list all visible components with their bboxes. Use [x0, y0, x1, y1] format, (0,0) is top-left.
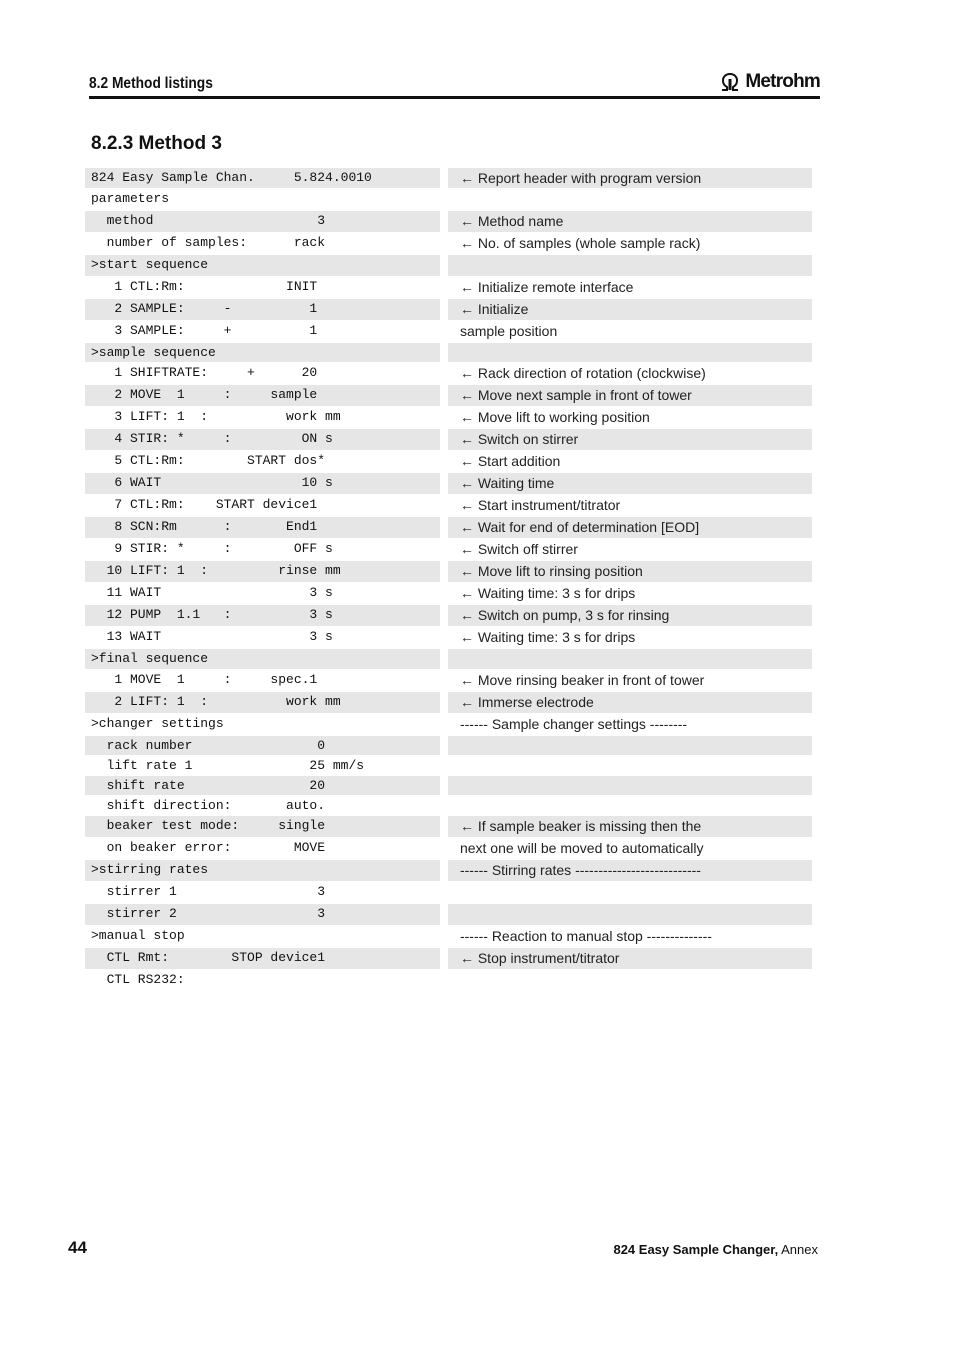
listing-comment: ← Start addition	[459, 453, 561, 469]
listing-row	[85, 320, 812, 342]
listing-code: method 3	[85, 211, 440, 232]
listing-code: 13 WAIT 3 s	[91, 629, 333, 644]
listing-comment: ← Move rinsing beaker in front of tower	[459, 672, 705, 688]
listing-code: parameters	[91, 191, 170, 206]
listing-comment: ------ Stirring rates ---------------------------	[448, 860, 812, 881]
listing-code: number of samples: rack	[91, 235, 326, 250]
listing-comment: ← Method name	[448, 211, 812, 232]
listing-row	[85, 450, 812, 472]
listing-code: 10 LIFT: 1 : rinse mm	[85, 561, 440, 582]
document-title	[613, 1242, 818, 1257]
listing-code: shift rate 20	[85, 776, 440, 795]
listing-row	[85, 669, 812, 691]
listing-row	[85, 815, 812, 837]
listing-comment: ← No. of samples (whole sample rack)	[459, 235, 701, 251]
listing-comment: ← Switch off stirrer	[459, 541, 578, 557]
listing-code: 824 Easy Sample Chan. 5.824.0010	[85, 168, 440, 188]
listing-row	[85, 881, 812, 903]
listing-row	[85, 648, 812, 669]
listing-comment: ← Move lift to rinsing position	[448, 561, 812, 582]
listing-code: 3 SAMPLE: + 1	[91, 323, 318, 338]
listing-row	[85, 859, 812, 881]
listing-code: 8 SCN:Rm : End1	[85, 517, 440, 538]
listing-row	[85, 362, 812, 384]
listing-code: 2 SAMPLE: - 1	[85, 299, 440, 320]
listing-row	[85, 713, 812, 735]
listing-comment: ------ Reaction to manual stop --------------	[459, 928, 712, 944]
listing-comment: ← Report header with program version	[448, 168, 812, 188]
listing-code: stirrer 1 3	[91, 884, 326, 899]
listing-row	[85, 582, 812, 604]
brand	[719, 72, 820, 92]
omega-logo-icon	[719, 72, 741, 92]
listing-row	[85, 254, 812, 276]
listing-comment: ← Stop instrument/titrator	[448, 948, 812, 969]
listing-comment: ← Move next sample in front of tower	[448, 385, 812, 406]
listing-comment	[448, 970, 812, 991]
listing-code: 9 STIR: * : OFF s	[91, 541, 333, 556]
listing-code: 12 PUMP 1.1 : 3 s	[85, 605, 440, 626]
listing-comment: ← Initialize	[448, 299, 812, 320]
listing-comment: ← Move lift to working position	[459, 409, 650, 425]
listing-comment	[448, 189, 812, 210]
listing-row	[85, 342, 812, 362]
listing-comment	[448, 343, 812, 362]
listing-code: 1 SHIFTRATE: + 20	[91, 365, 318, 380]
listing-row	[85, 384, 812, 406]
listing-comment: sample position	[459, 323, 558, 339]
listing-comment: ← Wait for end of determination [EOD]	[448, 517, 812, 538]
listing-row	[85, 925, 812, 947]
listing-code: 2 LIFT: 1 : work mm	[85, 692, 440, 713]
listing-row	[85, 903, 812, 925]
listing-comment: ← Switch on stirrer	[448, 429, 812, 450]
listing-code: stirrer 2 3	[85, 904, 440, 925]
listing-code: 2 MOVE 1 : sample	[85, 385, 440, 406]
listing-code: CTL RS232:	[91, 972, 185, 987]
listing-code: >stirring rates	[85, 860, 440, 881]
listing-code: 5 CTL:Rm: START dos*	[91, 453, 326, 468]
listing-row	[85, 276, 812, 298]
page-number: 44	[68, 1238, 87, 1257]
listing-comment: next one will be moved to automatically	[459, 840, 704, 856]
listing-code: shift direction: auto.	[91, 798, 326, 813]
listing-comment: ← Switch on pump, 3 s for rinsing	[448, 605, 812, 626]
listing-comment	[448, 904, 812, 925]
document-title-rest: Annex	[778, 1242, 818, 1257]
listing-row	[85, 604, 812, 626]
section-label: 8.2 Method listings	[89, 75, 213, 92]
listing-comment: ← Waiting time: 3 s for drips	[459, 629, 636, 645]
listing-comment	[448, 255, 812, 276]
listing-code: beaker test mode: single	[85, 816, 440, 837]
listing-comment	[448, 776, 812, 795]
listing-row	[85, 755, 812, 775]
brand-name: Metrohm	[745, 71, 820, 92]
listing-row	[85, 472, 812, 494]
listing-row	[85, 691, 812, 713]
listing-code: lift rate 1 25 mm/s	[91, 758, 365, 773]
listing-comment: ← Start instrument/titrator	[459, 497, 621, 513]
listing-code: >changer settings	[91, 716, 224, 731]
listing-comment	[448, 796, 812, 815]
listing-comment: ← Rack direction of rotation (clockwise)	[459, 365, 706, 381]
document-title-bold: 824 Easy Sample Changer,	[613, 1242, 779, 1257]
method-listing	[85, 167, 812, 991]
listing-comment	[448, 736, 812, 755]
listing-row	[85, 735, 812, 755]
running-header	[89, 64, 820, 99]
listing-row	[85, 947, 812, 969]
listing-code: 1 CTL:Rm: INIT	[91, 279, 318, 294]
listing-code: >final sequence	[85, 649, 440, 669]
page-title: 8.2.3 Method 3	[91, 133, 222, 154]
listing-comment	[448, 756, 812, 775]
listing-row	[85, 210, 812, 232]
listing-row	[85, 775, 812, 795]
listing-code: >manual stop	[91, 928, 185, 943]
listing-code: CTL Rmt: STOP device1	[85, 948, 440, 969]
listing-code: 7 CTL:Rm: START device1	[91, 497, 318, 512]
listing-row	[85, 494, 812, 516]
listing-row	[85, 969, 812, 991]
listing-comment: ← If sample beaker is missing then the	[448, 816, 812, 837]
listing-row	[85, 626, 812, 648]
listing-row	[85, 406, 812, 428]
listing-row	[85, 298, 812, 320]
listing-code: 4 STIR: * : ON s	[85, 429, 440, 450]
listing-comment: ← Immerse electrode	[448, 692, 812, 713]
listing-code: on beaker error: MOVE	[91, 840, 326, 855]
listing-row	[85, 188, 812, 210]
listing-row	[85, 428, 812, 450]
listing-row	[85, 560, 812, 582]
listing-code: >start sequence	[85, 255, 440, 276]
listing-code: 3 LIFT: 1 : work mm	[91, 409, 341, 424]
listing-comment: ← Waiting time	[448, 473, 812, 494]
listing-row	[85, 167, 812, 188]
listing-code: 1 MOVE 1 : spec.1	[91, 672, 318, 687]
listing-row	[85, 232, 812, 254]
listing-row	[85, 516, 812, 538]
listing-row	[85, 538, 812, 560]
listing-comment: ------ Sample changer settings --------	[459, 716, 688, 732]
listing-comment: ← Waiting time: 3 s for drips	[459, 585, 636, 601]
listing-comment	[448, 882, 812, 903]
listing-code: rack number 0	[85, 736, 440, 755]
listing-code: >sample sequence	[85, 343, 440, 362]
listing-row	[85, 795, 812, 815]
listing-comment: ← Initialize remote interface	[459, 279, 634, 295]
listing-code: 6 WAIT 10 s	[85, 473, 440, 494]
listing-comment	[448, 649, 812, 669]
listing-code: 11 WAIT 3 s	[91, 585, 333, 600]
listing-row	[85, 837, 812, 859]
